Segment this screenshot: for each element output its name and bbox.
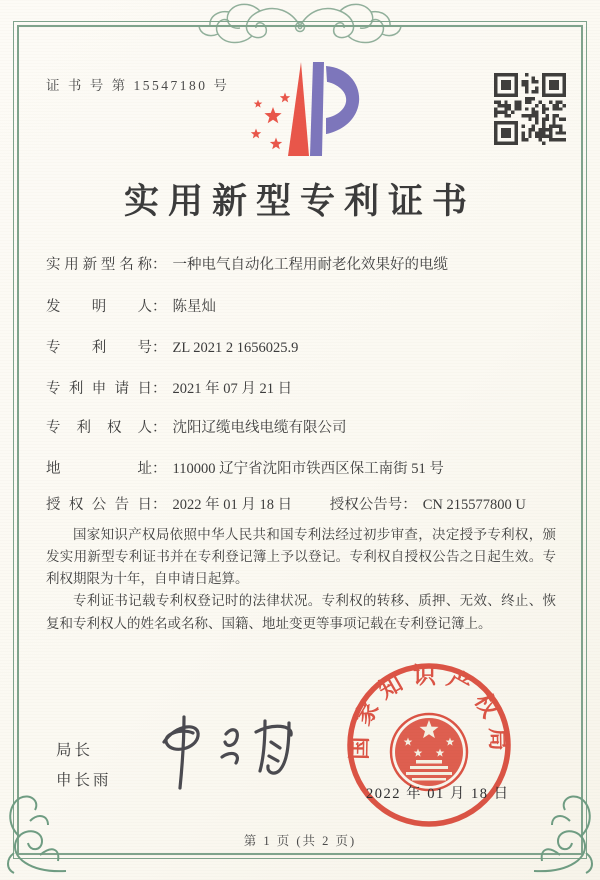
page-number: 第 1 页 (共 2 页) bbox=[243, 834, 357, 848]
legal-text-block bbox=[46, 524, 556, 635]
field-label: 实用新型名称 bbox=[46, 257, 152, 273]
qr-code bbox=[494, 73, 566, 145]
field-label: 专利权人 bbox=[46, 420, 152, 436]
signature-handwriting-icon bbox=[138, 712, 318, 797]
field-colon: ： bbox=[152, 381, 167, 397]
dragon-ornament-icon bbox=[195, 0, 405, 48]
field-row-grant bbox=[46, 493, 560, 515]
field-row-patentee bbox=[46, 416, 560, 438]
field-label: 授权公告号 bbox=[329, 497, 403, 513]
field-label: 专利号 bbox=[46, 340, 152, 356]
official-seal bbox=[344, 660, 514, 830]
legal-paragraph: 专利证书记载专利权登记时的法律状况。专利权的转移、质押、无效、终止、恢复和专利权人的姓名或名称、国籍、地址变更等事项记载在专利登记簿上。 bbox=[46, 593, 556, 631]
field-row-inventor bbox=[46, 295, 560, 317]
legal-paragraph: 国家知识产权局依照中华人民共和国专利法经过初步审查，决定授予专利权，颁发实用新型专利证书并在专利登记簿上予以登记。专利权自授权公告之日起生效。专利权期限为十年，自申请日起算。 bbox=[46, 527, 556, 587]
page-title: 实用新型专利证书 bbox=[123, 182, 476, 221]
field-colon: ： bbox=[152, 340, 167, 356]
field-colon: ： bbox=[152, 420, 167, 436]
field-colon: ： bbox=[152, 299, 167, 315]
field-row-filing-date bbox=[46, 377, 560, 399]
field-colon: ： bbox=[402, 497, 417, 513]
field-label: 专利申请日 bbox=[46, 381, 152, 397]
field-label: 地址 bbox=[46, 461, 152, 477]
field-value: CN 215577800 U bbox=[422, 497, 526, 513]
field-value: 沈阳辽缆电线电缆有限公司 bbox=[172, 420, 347, 436]
field-row-address bbox=[46, 457, 560, 479]
seal-text: 国家知识产权局 bbox=[346, 663, 512, 760]
field-label: 发明人 bbox=[46, 299, 152, 315]
field-value: 2022 年 01 月 18 日 bbox=[172, 497, 293, 513]
field-colon: ： bbox=[152, 497, 167, 513]
national-emblem-icon bbox=[391, 714, 467, 790]
officer-title: 局长 bbox=[56, 742, 94, 759]
field-value: 110000 辽宁省沈阳市铁西区保工南街 51 号 bbox=[172, 461, 444, 477]
field-value: 陈星灿 bbox=[172, 299, 216, 315]
cnipa-logo-icon bbox=[243, 56, 363, 162]
field-row-patent-number bbox=[46, 336, 560, 358]
field-value: 一种电气自动化工程用耐老化效果好的电缆 bbox=[172, 257, 448, 273]
field-colon: ： bbox=[152, 257, 167, 273]
seal-date: 2022 年 01 月 18 日 bbox=[366, 786, 510, 802]
officer-name: 申长雨 bbox=[56, 772, 112, 789]
field-row-name bbox=[46, 253, 560, 275]
field-colon: ： bbox=[152, 461, 167, 477]
field-label: 授权公告日 bbox=[46, 497, 152, 513]
certificate-number: 证 书 号 第 15547180 号 bbox=[46, 78, 230, 93]
field-value: ZL 2021 2 1656025.9 bbox=[172, 340, 299, 356]
field-value: 2021 年 07 月 21 日 bbox=[172, 381, 293, 397]
